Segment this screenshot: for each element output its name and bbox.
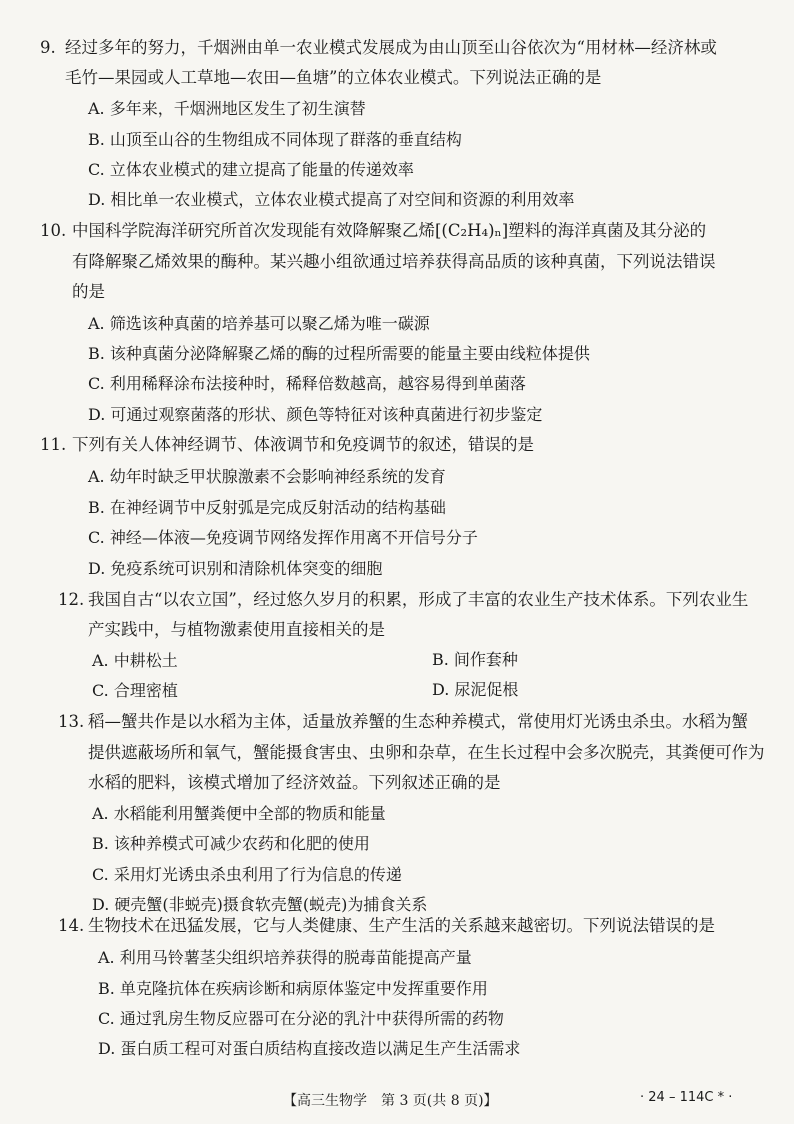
question-stem-line: 的是 [72, 282, 105, 301]
question-stem-line: 水稻的肥料，该模式增加了经济效益。下列叙述正确的是 [88, 773, 501, 792]
option-b: B. 该种养模式可减少农药和化肥的使用 [92, 834, 370, 853]
option-b: B. 单克隆抗体在疾病诊断和病原体鉴定中发挥重要作用 [98, 979, 488, 998]
question-stem-line: 产实践中，与植物激素使用直接相关的是 [88, 620, 385, 639]
option-d: D. 免疫系统可识别和清除机体突变的细胞 [88, 559, 383, 578]
option-c: C. 采用灯光诱虫杀虫利用了行为信息的传递 [92, 865, 402, 884]
question-stem-line: 我国自古“以农立国”，经过悠久岁月的积累，形成了丰富的农业生产技术体系。下列农业生 [88, 590, 749, 609]
option-b: B. 在神经调节中反射弧是完成反射活动的结构基础 [88, 498, 446, 517]
option-d: D. 尿泥促根 [432, 680, 519, 699]
option-b: B. 该种真菌分泌降解聚乙烯的酶的过程所需要的能量主要由线粒体提供 [88, 344, 590, 363]
option-a: A. 幼年时缺乏甲状腺激素不会影响神经系统的发育 [88, 467, 446, 486]
question-stem-line: 提供遮蔽场所和氧气，蟹能摄食害虫、虫卵和杂草，在生长过程中会多次脱壳，其粪便可作为 [88, 743, 765, 762]
option-c: C. 神经—体液—免疫调节网络发挥作用离不开信号分子 [88, 528, 478, 547]
option-b: B. 山顶至山谷的生物组成不同体现了群落的垂直结构 [88, 130, 462, 149]
question-number: 14. [58, 916, 85, 935]
question-number: 9. [40, 38, 56, 57]
question-stem-line: 毛竹—果园或人工草地—农田—鱼塘”的立体农业模式。下列说法正确的是 [65, 68, 602, 87]
option-d: D. 可通过观察菌落的形状、颜色等特征对该种真菌进行初步鉴定 [88, 405, 543, 424]
option-a: A. 多年来，千烟洲地区发生了初生演替 [88, 99, 366, 118]
option-a: A. 筛选该种真菌的培养基可以聚乙烯为唯一碳源 [88, 314, 430, 333]
exam-code: · 24 – 114C * · [640, 1090, 733, 1105]
question-number: 10. [40, 221, 67, 240]
question-stem-line: 中国科学院海洋研究所首次发现能有效降解聚乙烯[(C₂H₄)ₙ]塑料的海洋真菌及其分泌的 [72, 221, 707, 240]
option-a: A. 水稻能利用蟹粪便中全部的物质和能量 [92, 804, 386, 823]
option-a: A. 中耕松土 [92, 651, 178, 670]
option-d: D. 硬壳蟹(非蜕壳)摄食软壳蟹(蜕壳)为捕食关系 [92, 895, 428, 914]
page-number: 【高三生物学 第 3 页(共 8 页)】 [283, 1093, 498, 1109]
option-c: C. 通过乳房生物反应器可在分泌的乳汁中获得所需的药物 [98, 1009, 504, 1028]
question-number: 13. [58, 712, 85, 731]
option-c: C. 合理密植 [92, 681, 178, 700]
page-footer [0, 1090, 794, 1120]
option-c: C. 立体农业模式的建立提高了能量的传递效率 [88, 160, 414, 179]
question-stem-line: 生物技术在迅猛发展，它与人类健康、生产生活的关系越来越密切。下列说法错误的是 [88, 916, 715, 935]
option-a: A. 利用马铃薯茎尖组织培养获得的脱毒苗能提高产量 [98, 948, 472, 967]
option-b: B. 间作套种 [432, 650, 518, 669]
question-stem-line: 有降解聚乙烯效果的酶种。某兴趣小组欲通过培养获得高品质的该种真菌，下列说法错误 [72, 252, 716, 271]
option-c: C. 利用稀释涂布法接种时，稀释倍数越高，越容易得到单菌落 [88, 374, 526, 393]
option-d: D. 蛋白质工程可对蛋白质结构直接改造以满足生产生活需求 [98, 1039, 521, 1058]
question-stem-line: 下列有关人体神经调节、体液调节和免疫调节的叙述，错误的是 [72, 435, 534, 454]
question-number: 11. [40, 435, 67, 454]
option-d: D. 相比单一农业模式，立体农业模式提高了对空间和资源的利用效率 [88, 190, 575, 209]
question-stem-line: 经过多年的努力，千烟洲由单一农业模式发展成为由山顶至山谷依次为“用材林—经济林或 [65, 38, 717, 57]
question-number: 12. [58, 590, 85, 609]
question-stem-line: 稻—蟹共作是以水稻为主体，适量放养蟹的生态种养模式，常使用灯光诱虫杀虫。水稻为蟹 [88, 712, 748, 731]
